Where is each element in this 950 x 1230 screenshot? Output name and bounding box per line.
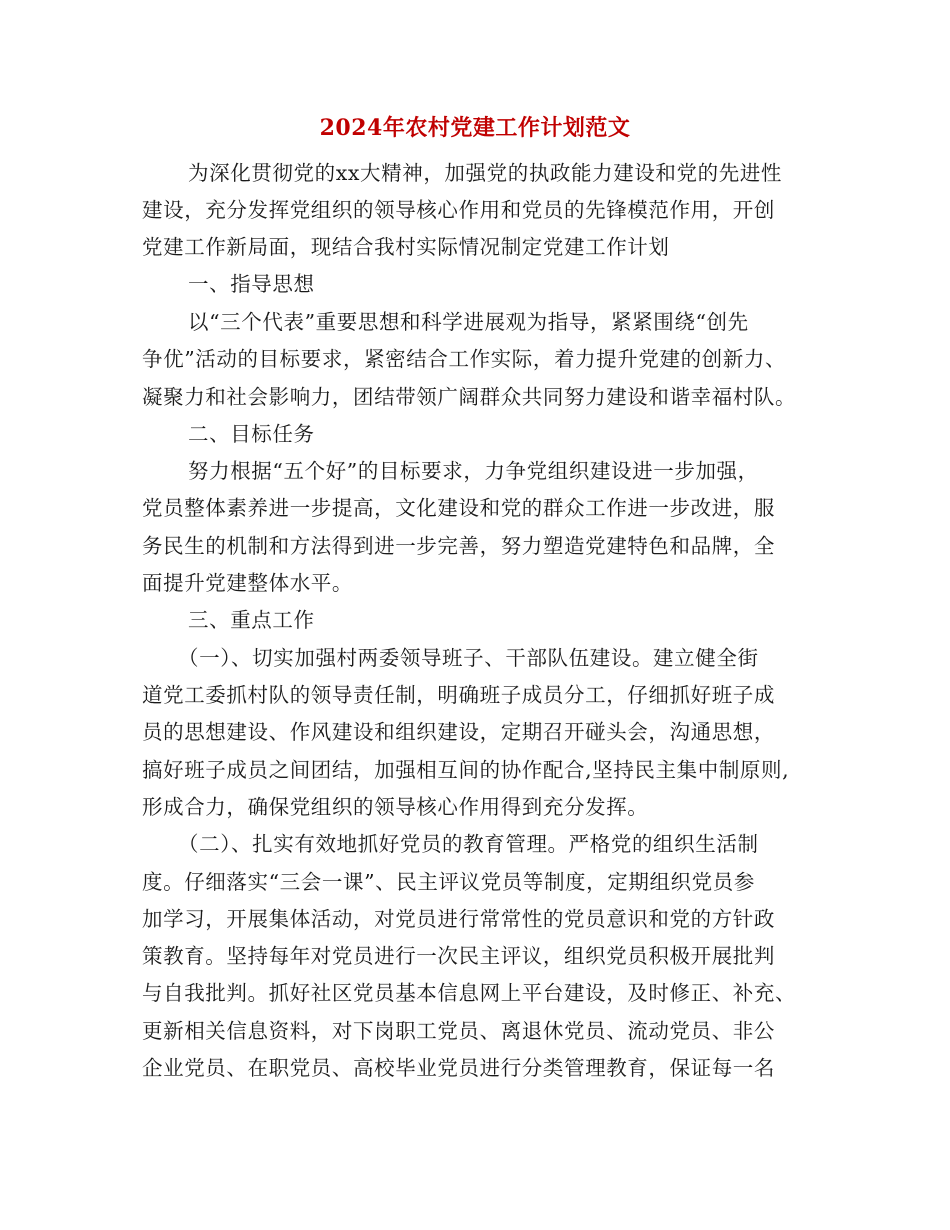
paragraph-line: 策教育。坚持每年对党员进行一次民主评议，组织党员积极开展批判 xyxy=(142,944,775,968)
paragraph-line: 务民生的机制和方法得到进一步完善，努力塑造党建特色和品牌，全 xyxy=(142,534,775,558)
paragraph-line: 建设，充分发挥党组织的领导核心作用和党员的先锋模范作用，开创 xyxy=(142,198,775,222)
section-heading: 三、重点工作 xyxy=(188,608,315,632)
paragraph-line: 以“三个代表”重要思想和科学进展观为指导，紧紧围绕“创先 xyxy=(188,310,749,334)
paragraph-line: （一）、切实加强村两委领导班子、干部队伍建设。建立健全街 xyxy=(178,646,759,670)
paragraph-line: 党员整体素养进一步提高，文化建设和党的群众工作进一步改进，服 xyxy=(142,496,775,520)
paragraph-line: 凝聚力和社会影响力，团结带领广阔群众共同努力建设和谐幸福村队。 xyxy=(142,385,797,409)
paragraph-line: 形成合力，确保党组织的领导核心作用得到充分发挥。 xyxy=(142,795,649,819)
paragraph-line: 更新相关信息资料，对下岗职工党员、离退休党员、流动党员、非公 xyxy=(142,1019,775,1043)
paragraph-line: 企业党员、在职党员、高校毕业党员进行分类管理教育，保证每一名 xyxy=(142,1056,775,1080)
paragraph-line: 与自我批判。抓好社区党员基本信息网上平台建设，及时修正、补充、 xyxy=(142,981,797,1005)
paragraph-line: （二）、扎实有效地抓好党员的教育管理。严格党的组织生活制 xyxy=(178,832,759,856)
paragraph-line: 员的思想建设、作风建设和组织建设，定期召开碰头会，沟通思想， xyxy=(142,720,775,744)
paragraph-line: 努力根据“五个好”的目标要求，力争党组织建设进一步加强， xyxy=(188,459,759,483)
paragraph-line: 党建工作新局面，现结合我村实际情况制定党建工作计划 xyxy=(142,235,670,259)
paragraph-line: 为深化贯彻党的xx大精神，加强党的执政能力建设和党的先进性 xyxy=(188,161,783,185)
paragraph-line: 加学习，开展集体活动，对党员进行常常性的党员意识和党的方针政 xyxy=(142,907,775,931)
paragraph-line: 度。仔细落实“三会一课”、民主评议党员等制度，定期组织党员参 xyxy=(142,870,755,894)
paragraph-line: 面提升党建整体水平。 xyxy=(142,571,353,595)
section-heading: 一、指导思想 xyxy=(188,272,315,296)
document-title: 2024年农村党建工作计划范文 xyxy=(319,115,631,141)
paragraph-line: 搞好班子成员之间团结，加强相互间的协作配合,坚持民主集中制原则, xyxy=(142,758,790,782)
paragraph-line: 争优”活动的目标要求，紧密结合工作实际，着力提升党建的创新力、 xyxy=(142,347,787,371)
paragraph-line: 道党工委抓村队的领导责任制，明确班子成员分工，仔细抓好班子成 xyxy=(142,683,775,707)
section-heading: 二、目标任务 xyxy=(188,422,315,446)
